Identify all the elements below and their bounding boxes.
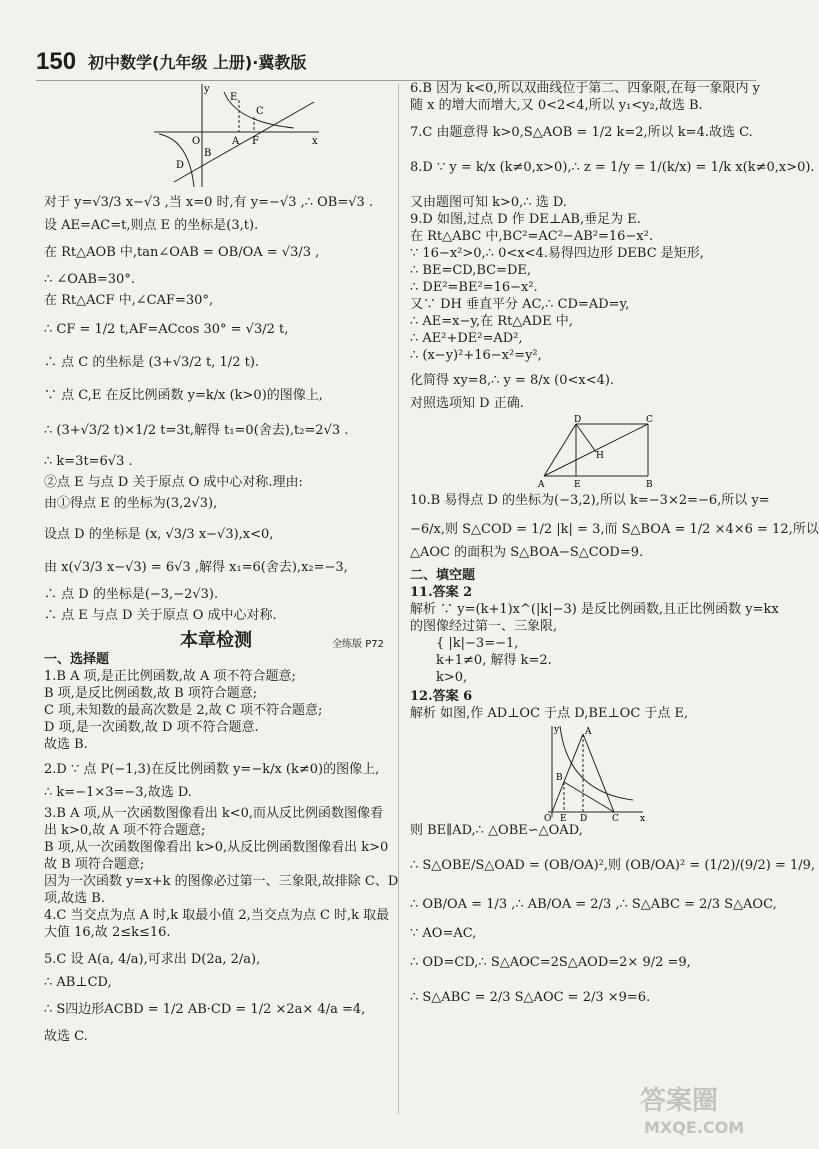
fig3-label-c: C: [612, 814, 619, 824]
watermark-line2: MXQE.COM: [644, 1118, 745, 1137]
fig1-label-o: O: [192, 136, 201, 147]
answer-line: 又∵ DH 垂直平分 AC,∴ CD=AD=y,: [410, 297, 630, 312]
text-line: 设点 D 的坐标是 (x, √3/3 x−√3),x<0,: [44, 527, 274, 542]
answer-line: 7.C 由题意得 k>0,S△AOB = 1/2 k=2,所以 k=4.故选 C.: [410, 125, 753, 140]
section-title: 本章检测: [180, 630, 252, 651]
section-heading: [44, 632, 388, 649]
answer-line: △AOC 的面积为 S△BOA−S△COD=9.: [410, 545, 644, 560]
text-line: ②点 E 与点 D 关于原点 O 成中心对称.理由:: [44, 475, 303, 490]
answer-line: 2.D ∵ 点 P(−1,3)在反比例函数 y=−k/x (k≠0)的图像上,: [44, 762, 380, 777]
fig2-label-d: D: [574, 415, 582, 425]
answer-line: 的图像经过第一、三象限,: [410, 619, 558, 634]
part-heading: 二、填空题: [410, 568, 476, 583]
answer-line: 解析 ∵ y=(k+1)x^(|k|−3) 是反比例函数,且正比例函数 y=kx: [410, 602, 779, 617]
answer-line: 3.B A 项,从一次函数图像看出 k<0,而从反比例函数图像看: [44, 806, 384, 821]
fig2-label-a: A: [538, 480, 545, 490]
answer-line: 出 k>0,故 A 项不符合题意;: [44, 823, 206, 838]
answer-line: B 项,从一次函数图像看出 k>0,从反比例函数图像看出 k>0: [44, 840, 389, 855]
answer-line: 故选 B.: [44, 737, 88, 752]
answer-line: ∴ S四边形ACBD = 1/2 AB·CD = 1/2 ×2a× 4/a =4,: [44, 1002, 366, 1017]
answer-line: 大值 16,故 2≤k≤16.: [44, 925, 171, 940]
answer-line: 解析 如图,作 AD⊥OC 于点 D,BE⊥OC 于点 E,: [410, 706, 689, 721]
text-line: 由 x(√3/3 x−√3) = 6√3 ,解得 x₁=6(舍去),x₂=−3,: [44, 560, 348, 575]
fig1-label-c: C: [256, 106, 264, 117]
figure-rectangle-diagram: [536, 414, 676, 490]
section-ref: 全练版 P72: [332, 639, 384, 650]
answer-line: 在 Rt△ABC 中,BC²=AC²−AB²=16−x².: [410, 229, 653, 244]
answer-line: ∴ BE=CD,BC=DE,: [410, 263, 532, 278]
answer-line: ∴ k=−1×3=−3,故选 D.: [44, 785, 192, 800]
fig1-label-e: E: [230, 92, 238, 103]
fig2-label-e: E: [574, 480, 581, 490]
fig3-label-y: y: [554, 725, 560, 735]
answer-line: 9.D 如图,过点 D 作 DE⊥AB,垂足为 E.: [410, 212, 641, 227]
answer-line: 12.答案 6: [410, 689, 473, 704]
watermark-logo: [634, 1077, 754, 1141]
figure-hyperbola-triangle: [538, 722, 648, 822]
answer-line: { |k|−3=−1,: [436, 636, 519, 651]
answer-line: 因为一次函数 y=x+k 的图像必过第一、三象限,故排除 C、D: [44, 874, 399, 889]
text-line: ∴ 点 E 与点 D 关于原点 O 成中心对称.: [44, 608, 277, 623]
answer-line: 4.C 当交点为点 A 时,k 取最小值 2,当交点为点 C 时,k 取最: [44, 908, 390, 923]
text-line: ∴ k=3t=6√3 .: [44, 454, 133, 469]
answer-line: ∴ S△OBE/S△OAD = (OB/OA)²,则 (OB/OA)² = (1/2)/(9/2) = 1/9,: [410, 858, 816, 873]
fig3-label-a: A: [585, 727, 592, 737]
answer-line: 随 x 的增大而增大,又 0<2<4,所以 y₁<y₂,故选 B.: [410, 98, 703, 113]
column-divider: [398, 84, 399, 1114]
answer-line: ∴ AE²+DE²=AD²,: [410, 331, 523, 346]
answer-line: B 项,是反比例函数,故 B 项符合题意;: [44, 686, 258, 701]
answer-line: D 项,是一次函数,故 D 项不符合题意.: [44, 720, 259, 735]
text-line: 在 Rt△AOB 中,tan∠OAB = OB/OA = √3/3 ,: [44, 245, 320, 260]
fig1-label-y: y: [204, 84, 210, 95]
answer-line: k+1≠0, 解得 k=2.: [436, 653, 552, 668]
figure-coordinate-graph: [144, 82, 324, 190]
part-heading: 一、选择题: [44, 652, 110, 667]
fig1-label-f: F: [252, 136, 259, 147]
text-line: ∴ CF = 1/2 t,AF=ACcos 30° = √3/2 t,: [44, 322, 289, 337]
fig1-label-b: B: [204, 148, 212, 159]
fig1-label-d: D: [176, 160, 185, 171]
text-line: ∴ (3+√3/2 t)×1/2 t=3t,解得 t₁=0(舍去),t₂=2√3 .: [44, 423, 349, 438]
answer-line: 故选 C.: [44, 1029, 88, 1044]
answer-line: ∴ AB⊥CD,: [44, 975, 112, 990]
answer-line: ∴ S△ABC = 2/3 S△AOC = 2/3 ×9=6.: [410, 990, 651, 1005]
answer-line: 10.B 易得点 D 的坐标为(−3,2),所以 k=−3×2=−6,所以 y=: [410, 493, 770, 508]
text-line: 在 Rt△ACF 中,∠CAF=30°,: [44, 293, 214, 308]
fig3-label-b: B: [556, 773, 563, 783]
right-column: [410, 80, 819, 1006]
page-header: [36, 40, 306, 76]
watermark-line1: 答案圈: [640, 1086, 719, 1116]
answer-line: k>0,: [436, 670, 468, 685]
answer-line: 11.答案 2: [410, 585, 473, 600]
fig3-label-x: x: [640, 814, 646, 824]
fig1-label-a: A: [232, 136, 240, 147]
answer-line: ∴ OD=CD,∴ S△AOC=2S△AOD=2× 9/2 =9,: [410, 955, 691, 970]
fig3-label-d: D: [580, 814, 588, 824]
answer-line: ∵ 16−x²>0,∴ 0<x<4.易得四边形 DEBC 是矩形,: [410, 246, 704, 261]
answer-line: ∴ DE²=BE²=16−x².: [410, 280, 538, 295]
answer-line: 项,故选 B.: [44, 891, 105, 906]
answer-line: 故 B 项符合题意;: [44, 857, 145, 872]
fig2-label-b: B: [646, 480, 653, 490]
answer-line: 又由题图可知 k>0,∴ 选 D.: [410, 195, 567, 210]
text-line: ∴ ∠OAB=30°.: [44, 272, 135, 287]
text-line: ∴ 点 C 的坐标是 (3+√3/2 t, 1/2 t).: [44, 355, 260, 370]
book-title: 初中数学(九年级 上册)·冀教版: [88, 53, 307, 72]
answer-line: 化简得 xy=8,∴ y = 8/x (0<x<4).: [410, 373, 615, 388]
text-line: 对于 y=√3/3 x−√3 ,当 x=0 时,有 y=−√3 ,∴ OB=√3 .: [44, 195, 374, 210]
answer-line: 1.B A 项,是正比例函数,故 A 项不符合题意;: [44, 669, 296, 684]
fig2-label-h: H: [596, 451, 604, 461]
answer-line: 6.B 因为 k<0,所以双曲线位于第二、四象限,在每一象限内 y: [410, 81, 761, 96]
text-line: ∵ 点 C,E 在反比例函数 y=k/x (k>0)的图像上,: [44, 388, 323, 403]
answer-line: 则 BE∥AD,∴ △OBE∽△OAD,: [410, 823, 583, 838]
text-line: ∴ 点 D 的坐标是(−3,−2√3).: [44, 587, 219, 602]
answer-line: ∵ AO=AC,: [410, 926, 477, 941]
fig3-label-o: O: [544, 814, 552, 824]
answer-line: ∴ OB/OA = 1/3 ,∴ AB/OA = 2/3 ,∴ S△ABC = 2/3 S△AOC,: [410, 897, 777, 912]
answer-line: 对照选项知 D 正确.: [410, 396, 524, 411]
text-line: 设 AE=AC=t,则点 E 的坐标是(3,t).: [44, 218, 259, 233]
answer-line: ∴ (x−y)²+16−x²=y²,: [410, 348, 542, 363]
left-column: [44, 82, 399, 1045]
answer-line: C 项,未知数的最高次数是 2,故 C 项不符合题意;: [44, 703, 323, 718]
answer-line: ∴ AE=x−y,在 Rt△ADE 中,: [410, 314, 573, 329]
fig2-label-c: C: [646, 415, 653, 425]
fig3-label-e: E: [560, 814, 567, 824]
page-number: 150: [36, 48, 77, 75]
answer-line: −6/x,则 S△COD = 1/2 |k| = 3,而 S△BOA = 1/2 ×4×6 = 12,所以: [410, 522, 819, 537]
answer-line: 8.D ∵ y = k/x (k≠0,x>0),∴ z = 1/y = 1/(k/x) = 1/k x(k≠0,x>0).: [410, 160, 815, 175]
text-line: 由①得点 E 的坐标为(3,2√3),: [44, 496, 218, 511]
answer-line: 5.C 设 A(a, 4/a),可求出 D(2a, 2/a),: [44, 952, 261, 967]
fig1-label-x: x: [312, 136, 318, 147]
